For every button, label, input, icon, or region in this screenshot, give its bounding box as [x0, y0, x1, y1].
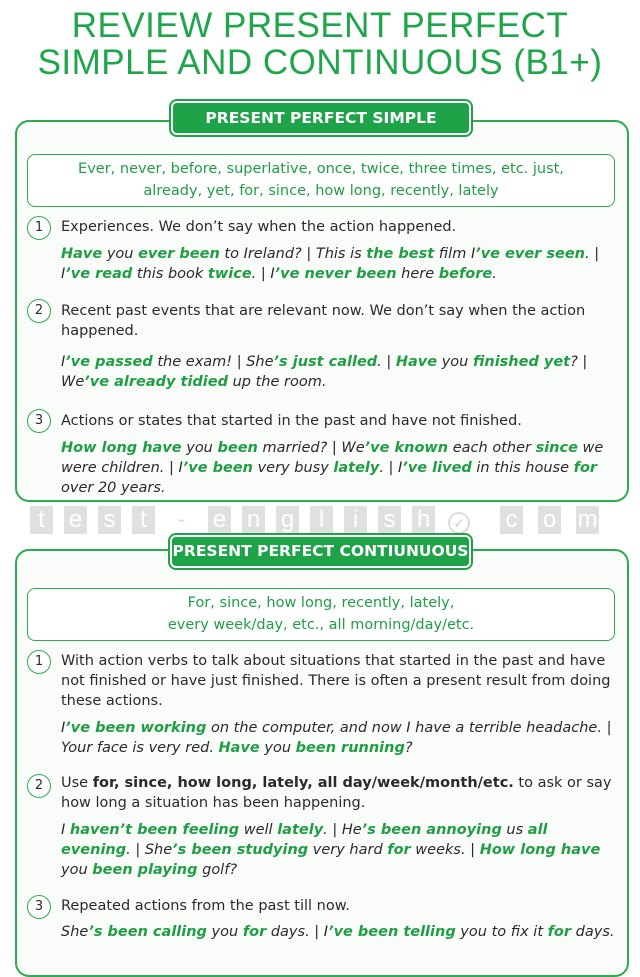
rule-description: Recent past events that are relevant now. We don’t say when the action happened. [61, 303, 586, 339]
highlighted-phrase: ’ve ever seen [475, 246, 586, 262]
highlighted-phrase: been playing [92, 862, 198, 878]
highlighted-phrase: How long have [479, 842, 601, 858]
watermark-letter: s [98, 506, 121, 534]
highlighted-phrase: ever been [138, 246, 220, 262]
watermark-letter: e [208, 506, 231, 534]
example-fragment: us [501, 822, 528, 838]
example-fragment: . | I [61, 246, 600, 282]
highlighted-phrase: for, since, how long, lately, all day/week/month/etc. [92, 775, 514, 791]
example-fragment: you [102, 246, 139, 262]
highlighted-phrase: ’ve never been [274, 266, 397, 282]
example-fragment: Use [61, 775, 93, 791]
highlighted-phrase: ’ve been [182, 460, 253, 476]
example-fragment: . | I [251, 266, 275, 282]
example-fragment: you [259, 740, 296, 756]
highlighted-phrase: for [242, 924, 267, 940]
example-fragment: days. | I [266, 924, 329, 940]
watermark-letter: g [276, 506, 299, 534]
example-fragment: you to fix it [455, 924, 548, 940]
highlighted-phrase: since [535, 440, 578, 456]
example-fragment: to Ireland? | This is [219, 246, 367, 262]
highlighted-phrase: ’ve been working [65, 720, 207, 736]
highlighted-phrase: ’ve lived [402, 460, 472, 476]
highlighted-phrase: Have [395, 354, 438, 370]
watermark-letter: - [177, 506, 186, 533]
example-fragment: . | [377, 354, 396, 370]
example-text [61, 922, 616, 942]
number-badge: 3 [27, 409, 51, 433]
keywords-box-simple [27, 154, 615, 207]
highlighted-phrase: ’s been annoying [361, 822, 502, 838]
example-fragment: . | She [126, 842, 173, 858]
highlighted-phrase: ’ve known [364, 440, 449, 456]
example-text [61, 718, 616, 758]
rule-description [61, 773, 616, 813]
highlighted-phrase: ’ve already tidied [84, 374, 228, 390]
highlighted-phrase: ’s been calling [88, 924, 207, 940]
highlighted-phrase: ’s been studying [172, 842, 309, 858]
highlighted-phrase: lately [333, 460, 380, 476]
highlighted-phrase: been [217, 440, 258, 456]
example-fragment: days. [571, 924, 615, 940]
example-fragment: . | He [323, 822, 362, 838]
example-fragment: you [206, 924, 243, 940]
section-heading-label: PRESENT PERFECT CONTIUNUOUS [172, 542, 469, 560]
rule-description: Repeated actions from the past till now. [61, 898, 350, 914]
example-fragment: ? [404, 740, 413, 756]
check-icon: ✓ [448, 512, 470, 534]
example-fragment: you [437, 354, 473, 370]
example-fragment: I [61, 822, 70, 838]
highlighted-phrase: ’s just called [273, 354, 378, 370]
example-fragment: weeks. | [410, 842, 480, 858]
keywords-box-continuous [27, 588, 615, 641]
example-fragment: I [61, 354, 66, 370]
rule-description: Experiences. We don’t say when the action happened. [61, 219, 457, 235]
number-badge: 1 [27, 216, 51, 240]
highlighted-phrase: for [387, 842, 411, 858]
example-fragment: here [396, 266, 439, 282]
highlighted-phrase: been running [295, 740, 405, 756]
number-badge: 2 [27, 299, 51, 323]
highlighted-phrase: before [438, 266, 493, 282]
highlighted-phrase: twice [207, 266, 252, 282]
watermark-letter: h [412, 506, 435, 534]
highlighted-phrase: finished yet [472, 354, 571, 370]
number-badge: 3 [27, 895, 51, 919]
example-fragment: . | I [379, 460, 403, 476]
highlighted-phrase: for [547, 924, 572, 940]
watermark-letter: s [378, 506, 401, 534]
highlighted-phrase: lately [277, 822, 324, 838]
example-fragment: the exam! | She [152, 354, 274, 370]
example-fragment: very busy [252, 460, 334, 476]
watermark-letter: i [344, 506, 367, 534]
example-fragment: we were children. | I [61, 440, 604, 476]
keywords-line: every week/day, etc., all morning/day/etc. [167, 617, 475, 633]
example-fragment: ? | We [61, 354, 588, 390]
keywords-line: Ever, never, before, superlative, once, twice, three times, etc. just, [78, 161, 564, 177]
watermark-letter: t [30, 506, 53, 534]
section-heading-label: PRESENT PERFECT SIMPLE [205, 109, 437, 127]
watermark [30, 506, 610, 536]
watermark-letter: n [242, 506, 265, 534]
example-fragment: on the computer, and now I have a terrible headache. | Your face is very red. [61, 720, 612, 756]
number-badge: 2 [27, 774, 51, 798]
example-fragment: to ask or say how long a situation has been happening. [61, 775, 612, 811]
example-text [61, 244, 616, 284]
rule-description: Actions or states that started in the past and have not finished. [61, 413, 522, 429]
example-text [61, 820, 616, 880]
highlighted-phrase: ’ve read [65, 266, 133, 282]
example-fragment: married? | We [257, 440, 365, 456]
section-heading-simple [173, 103, 469, 133]
section-heading-continuous [172, 537, 469, 566]
example-fragment: . [492, 266, 497, 282]
watermark-letter: m [577, 506, 598, 533]
rule-description: With action verbs to talk about situations that started in the past and have not finished or have just finished. There is often a present result from doing these actions. [61, 653, 611, 709]
watermark-letter: e [64, 506, 87, 534]
highlighted-phrase: for [573, 460, 598, 476]
example-fragment: each other [448, 440, 536, 456]
watermark-letter: t [132, 506, 155, 534]
watermark-letter: l [310, 506, 333, 534]
highlighted-phrase: How long have [61, 440, 182, 456]
example-text [61, 352, 616, 392]
highlighted-phrase: haven’t been feeling [69, 822, 240, 838]
example-fragment: you [61, 862, 93, 878]
number-badge: 1 [27, 650, 51, 674]
example-fragment: film I [434, 246, 476, 262]
page-title-line1: REVIEW PRESENT PERFECT [71, 6, 569, 45]
watermark-letter: c [500, 506, 523, 534]
example-fragment: you [181, 440, 218, 456]
highlighted-phrase: ’ve passed [65, 354, 153, 370]
page-title-line2: SIMPLE AND CONTINUOUS (B1+) [37, 43, 603, 82]
example-fragment: over 20 years. [61, 480, 166, 496]
highlighted-phrase: Have [61, 246, 103, 262]
example-text [61, 438, 616, 498]
highlighted-phrase: Have [218, 740, 260, 756]
watermark-letter: o [538, 506, 561, 534]
highlighted-phrase: ’ve been telling [328, 924, 456, 940]
example-fragment: golf? [197, 862, 238, 878]
highlighted-phrase: all evening [61, 822, 548, 858]
example-fragment: up the room. [227, 374, 327, 390]
example-fragment: She [61, 924, 89, 940]
example-fragment: this book [132, 266, 208, 282]
example-fragment: in this house [471, 460, 574, 476]
keywords-line: For, since, how long, recently, lately, [187, 595, 455, 611]
example-fragment: I [61, 720, 66, 736]
example-fragment: well [239, 822, 278, 838]
highlighted-phrase: the best [366, 246, 435, 262]
example-fragment: very hard [308, 842, 388, 858]
keywords-line: already, yet, for, since, how long, recently, lately [143, 183, 499, 199]
